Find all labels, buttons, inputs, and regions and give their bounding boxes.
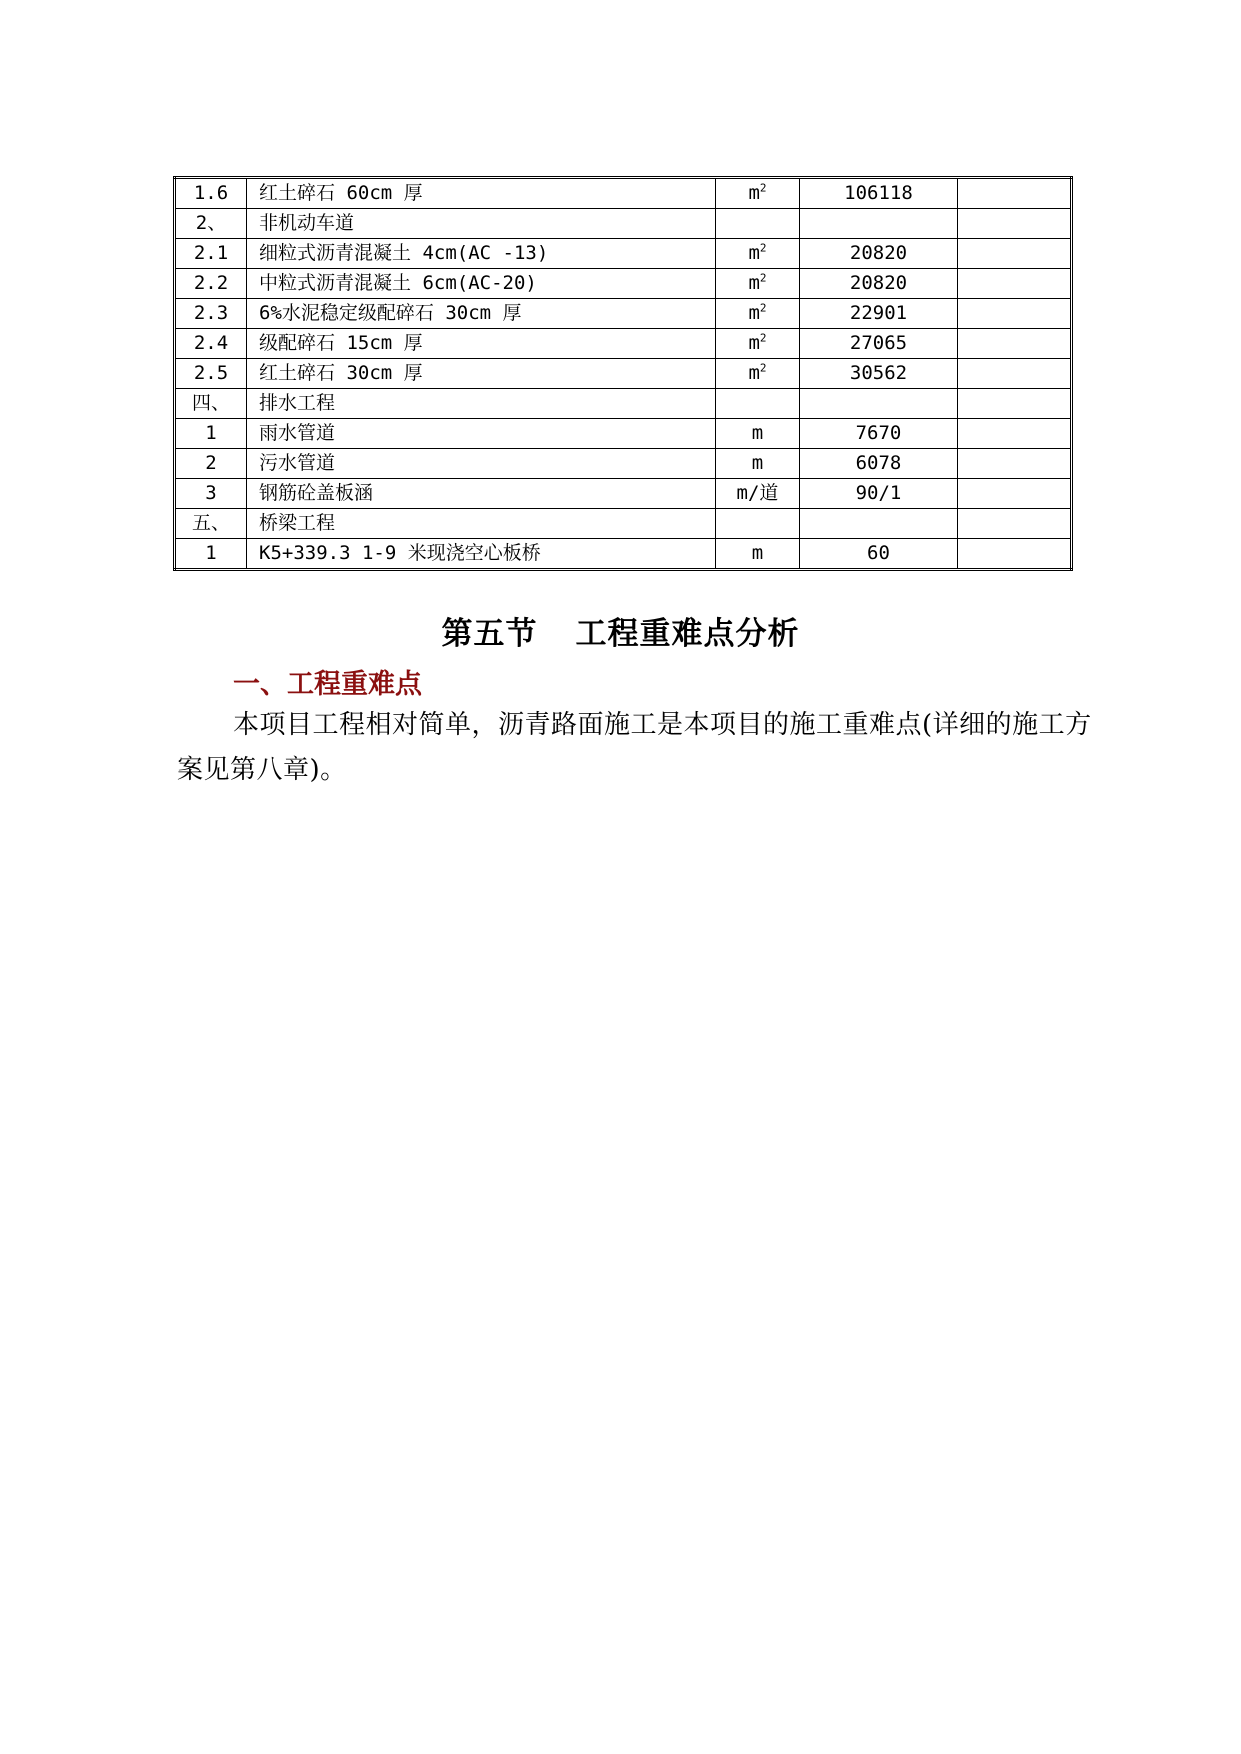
item-name-cell: 桥梁工程	[247, 509, 716, 539]
unit-cell	[716, 209, 800, 239]
quantity-cell: 22901	[800, 299, 958, 329]
unit-exponent: 2	[759, 181, 767, 195]
unit-label: m	[748, 362, 760, 384]
quantity-table-body	[175, 178, 1072, 570]
unit-cell	[716, 509, 800, 539]
item-name-cell: 钢筋砼盖板涵	[247, 479, 716, 509]
unit-label: m	[748, 332, 760, 354]
item-number-cell: 2、	[175, 209, 247, 239]
quantity-cell: 106118	[800, 178, 958, 209]
item-number-cell: 3	[175, 479, 247, 509]
item-number-cell: 2.1	[175, 239, 247, 269]
unit-cell	[716, 359, 800, 389]
table-row	[175, 178, 1072, 209]
item-name-cell: 红土碎石 30cm 厚	[247, 359, 716, 389]
body-paragraph: 本项目工程相对简单，沥青路面施工是本项目的施工重难点(详细的施工方案见第八章)。	[177, 710, 1092, 785]
item-number-cell: 2	[175, 449, 247, 479]
quantity-cell	[800, 209, 958, 239]
unit-cell	[716, 479, 800, 509]
remarks-cell	[958, 269, 1072, 299]
remarks-cell	[958, 359, 1072, 389]
quantity-cell: 90/1	[800, 479, 958, 509]
section-number: 第五节	[441, 616, 538, 652]
section-heading: 工程重难点分析	[575, 616, 800, 652]
remarks-cell	[958, 239, 1072, 269]
quantity-cell: 7670	[800, 419, 958, 449]
item-name-cell: 排水工程	[247, 389, 716, 419]
unit-label: m	[748, 272, 760, 294]
unit-exponent: 2	[759, 331, 767, 345]
item-number-cell: 2.4	[175, 329, 247, 359]
unit-exponent: 2	[759, 271, 767, 285]
unit-cell	[716, 269, 800, 299]
unit-cell	[716, 299, 800, 329]
remarks-cell	[958, 329, 1072, 359]
unit-cell	[716, 449, 800, 479]
item-number-cell: 1	[175, 539, 247, 570]
quantity-cell: 30562	[800, 359, 958, 389]
item-name-cell: 中粒式沥青混凝土 6cm(AC-20)	[247, 269, 716, 299]
item-name-cell: 6%水泥稳定级配碎石 30cm 厚	[247, 299, 716, 329]
table-row	[175, 389, 1072, 419]
table-row	[175, 329, 1072, 359]
table-row	[175, 479, 1072, 509]
quantity-cell	[800, 389, 958, 419]
quantity-cell: 60	[800, 539, 958, 570]
unit-cell	[716, 178, 800, 209]
remarks-cell	[958, 419, 1072, 449]
remarks-cell	[958, 178, 1072, 209]
item-name-cell: 污水管道	[247, 449, 716, 479]
quantity-cell: 20820	[800, 239, 958, 269]
unit-label: m	[748, 242, 760, 264]
quantity-cell: 6078	[800, 449, 958, 479]
unit-exponent: 2	[759, 361, 767, 375]
unit-cell	[716, 239, 800, 269]
remarks-cell	[958, 209, 1072, 239]
item-number-cell: 五、	[175, 509, 247, 539]
table-row	[175, 449, 1072, 479]
quantity-cell: 20820	[800, 269, 958, 299]
table-row	[175, 539, 1072, 570]
remarks-cell	[958, 299, 1072, 329]
remarks-cell	[958, 479, 1072, 509]
item-name-cell: 级配碎石 15cm 厚	[247, 329, 716, 359]
unit-label: m	[748, 182, 760, 204]
unit-label: m	[748, 302, 760, 324]
item-name-cell: 细粒式沥青混凝土 4cm(AC -13)	[247, 239, 716, 269]
table-row	[175, 209, 1072, 239]
subheading: 一、工程重难点	[233, 669, 422, 700]
remarks-cell	[958, 389, 1072, 419]
unit-label: m	[751, 422, 764, 444]
unit-label: m	[751, 452, 764, 474]
unit-label: m/道	[736, 482, 779, 504]
table-row	[175, 419, 1072, 449]
section-title	[0, 608, 1241, 653]
remarks-cell	[958, 509, 1072, 539]
unit-exponent: 2	[759, 301, 767, 315]
item-number-cell: 四、	[175, 389, 247, 419]
quantity-cell: 27065	[800, 329, 958, 359]
item-name-cell: K5+339.3 1-9 米现浇空心板桥	[247, 539, 716, 570]
quantity-table	[173, 176, 1073, 571]
table-row	[175, 359, 1072, 389]
unit-label: m	[751, 542, 764, 564]
item-number-cell: 2.3	[175, 299, 247, 329]
remarks-cell	[958, 539, 1072, 570]
item-number-cell: 1	[175, 419, 247, 449]
item-number-cell: 2.2	[175, 269, 247, 299]
unit-cell	[716, 389, 800, 419]
table-row	[175, 269, 1072, 299]
item-name-cell: 非机动车道	[247, 209, 716, 239]
remarks-cell	[958, 449, 1072, 479]
unit-cell	[716, 419, 800, 449]
unit-cell	[716, 539, 800, 570]
table-row	[175, 509, 1072, 539]
table-row	[175, 239, 1072, 269]
item-name-cell: 雨水管道	[247, 419, 716, 449]
table-row	[175, 299, 1072, 329]
item-number-cell: 1.6	[175, 178, 247, 209]
item-number-cell: 2.5	[175, 359, 247, 389]
unit-cell	[716, 329, 800, 359]
quantity-cell	[800, 509, 958, 539]
item-name-cell: 红土碎石 60cm 厚	[247, 178, 716, 209]
unit-exponent: 2	[759, 241, 767, 255]
